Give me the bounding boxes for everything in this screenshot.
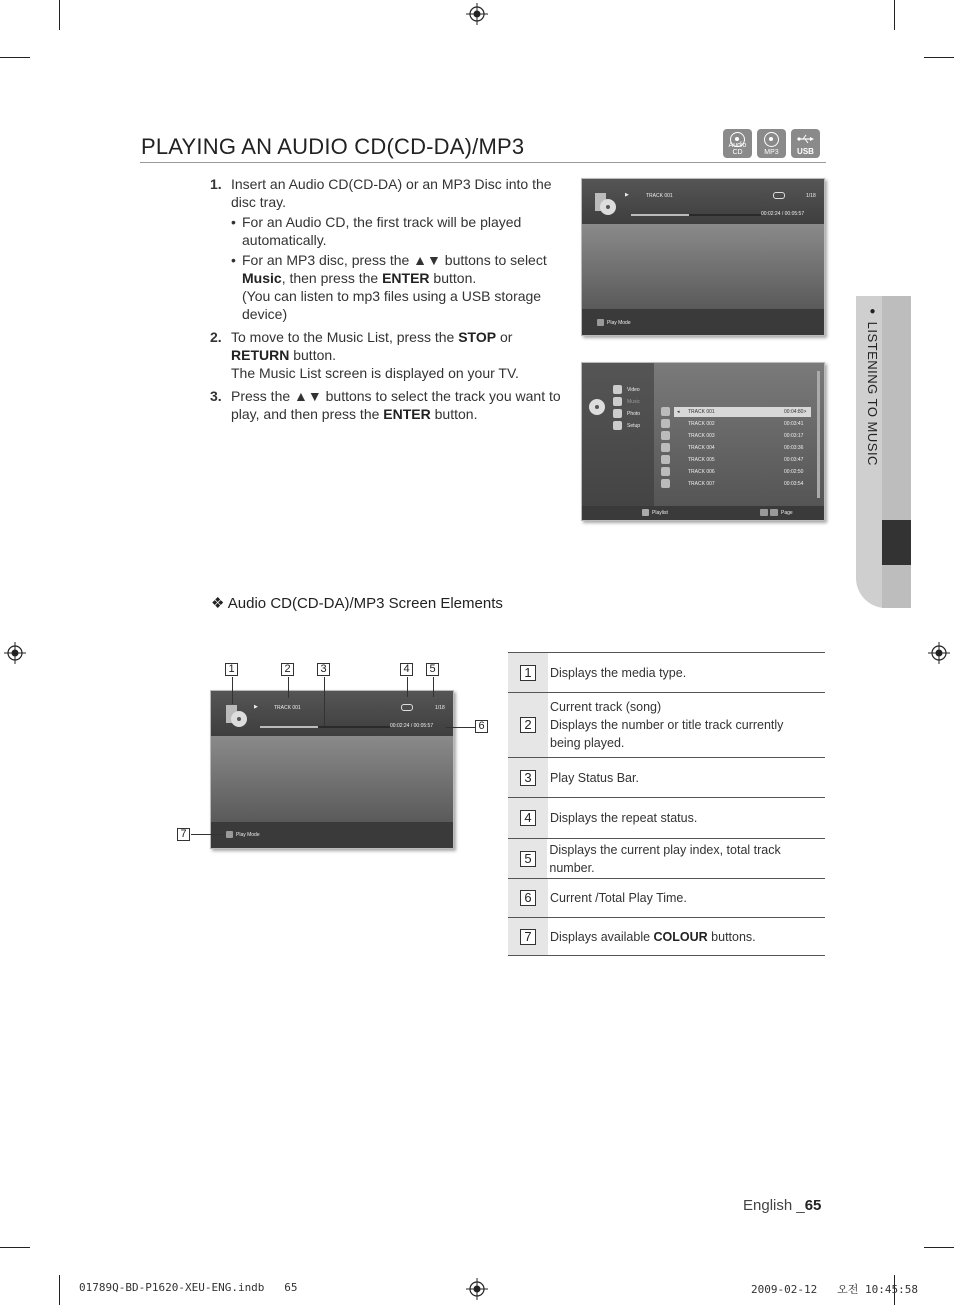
title-divider: [140, 162, 826, 163]
callout-1: 1: [225, 663, 238, 676]
usb-badge: [791, 129, 820, 158]
music-disc-icon: [223, 703, 249, 729]
table-row: [508, 918, 825, 956]
repeat-icon: [773, 192, 785, 199]
play-mode-label: Play Mode: [607, 320, 631, 326]
badge-label: MP3: [764, 149, 779, 156]
registration-mark-icon: [466, 1278, 488, 1300]
usb-icon: [797, 134, 814, 144]
track-name: TRACK 006: [688, 469, 715, 475]
callout-3: 3: [317, 663, 330, 676]
selection-marker: ◂: [677, 409, 680, 415]
row-number-cell: [508, 798, 548, 838]
track-name: TRACK 002: [688, 421, 715, 427]
track-time: 00:03:41: [784, 421, 804, 427]
bullet: • For an MP3 disc, press the ▲▼ buttons to select Music, then press the ENTER button. (You can listen to mp3 files using a USB storage device): [231, 251, 572, 323]
page-label: Page: [781, 510, 793, 516]
row-number: 5: [520, 851, 536, 867]
table-row: [508, 879, 825, 918]
row-description: Current /Total Play Time.: [550, 891, 687, 905]
callout-leader: [232, 677, 233, 704]
player-body: [582, 224, 824, 309]
track-name: TRACK 001: [274, 705, 301, 711]
crop-mark: [924, 57, 954, 58]
registration-mark-icon: [928, 642, 950, 664]
track-time: 00:03:54: [784, 481, 804, 487]
bullet: • For an Audio CD, the first track will be played automatically.: [231, 213, 572, 249]
row-number: 4: [520, 810, 536, 826]
badge-label: USB: [797, 147, 814, 156]
registration-mark-icon: [466, 3, 488, 25]
menu-item-music[interactable]: Music: [627, 399, 641, 405]
row-number: 1: [520, 665, 536, 681]
row-number-cell: [508, 918, 548, 955]
print-footer-date: 2009-02-12 오전 10:45:58: [751, 1283, 918, 1296]
track-name: TRACK 003: [688, 433, 715, 439]
play-time: 00:02:24 / 00:05:57: [390, 723, 434, 729]
b-key-icon: [642, 509, 649, 516]
track-time: 00:03:47: [784, 457, 804, 463]
table-row: [508, 839, 825, 879]
crop-mark: [894, 0, 895, 30]
track-icon: [661, 443, 670, 452]
crop-mark: [0, 57, 30, 58]
music-list-screen: [581, 362, 825, 521]
skip-key-icon: [770, 509, 778, 516]
track-time: 00:02:50: [784, 469, 804, 475]
instruction-steps: [207, 175, 572, 428]
row-description: Current track (song) Displays the number or title track currently being played.: [550, 700, 784, 750]
menu-item-photo[interactable]: Photo: [627, 411, 641, 417]
callout-leader: [288, 677, 289, 698]
menu-item-icon: [613, 421, 622, 430]
media-badges: [723, 129, 820, 158]
track-icon: [661, 467, 670, 476]
section-subheading: ❖ Audio CD(CD-DA)/MP3 Screen Elements: [211, 595, 503, 612]
track-icon: [661, 419, 670, 428]
chapter-label: ● LISTENING TO MUSIC: [865, 306, 880, 466]
callout-leader: [446, 727, 475, 728]
a-key-icon: [226, 831, 233, 838]
badge-label: Audio CD: [728, 142, 747, 156]
callout-4: 4: [400, 663, 413, 676]
scrollbar[interactable]: [817, 371, 820, 498]
crop-mark: [59, 0, 60, 30]
row-number: 7: [520, 929, 536, 945]
track-icon: [661, 455, 670, 464]
track-icon: [661, 479, 670, 488]
menu-item-icon: [613, 385, 622, 394]
row-number-cell: [508, 653, 548, 692]
track-time: 00:03:36: [784, 445, 804, 451]
callout-leader: [191, 834, 223, 835]
registration-mark-icon: [4, 642, 26, 664]
callout-7: 7: [177, 828, 190, 841]
music-disc-icon: [587, 397, 607, 417]
table-row: [508, 798, 825, 839]
callout-2: 2: [281, 663, 294, 676]
callout-leader: [407, 677, 408, 697]
step-number: 2.: [210, 329, 222, 345]
step-number: 1.: [210, 176, 222, 192]
repeat-icon: [401, 704, 413, 711]
step-note: The Music List screen is displayed on your TV.: [231, 365, 519, 381]
step-3: [207, 387, 572, 423]
track-index: 1/18: [806, 193, 816, 199]
callout-leader: [324, 677, 325, 726]
play-mode-label: Play Mode: [236, 832, 260, 838]
play-status-fill: [631, 214, 689, 216]
row-number: 2: [520, 717, 536, 733]
row-description: Displays the repeat status.: [550, 811, 698, 825]
row-number-cell: [508, 839, 547, 878]
screen-elements-table: [508, 652, 825, 956]
row-description: Displays the media type.: [550, 665, 687, 680]
crop-mark: [0, 1247, 30, 1248]
callout-6: 6: [475, 720, 488, 733]
now-playing-screen: [581, 178, 825, 336]
player-body: [211, 736, 453, 822]
track-time: 00:03:17: [784, 433, 804, 439]
step-2: [207, 328, 572, 382]
print-footer-file: 01789Q-BD-P1620-XEU-ENG.indb 65: [79, 1281, 298, 1294]
track-name: TRACK 004: [688, 445, 715, 451]
music-disc-icon: [592, 191, 618, 217]
row-number-cell: [508, 879, 548, 917]
page-title: PLAYING AN AUDIO CD(CD-DA)/MP3: [141, 134, 525, 159]
table-row: [508, 758, 825, 798]
playlist-label: Playlist: [652, 510, 668, 516]
skip-key-icon: [760, 509, 768, 516]
callout-5: 5: [426, 663, 439, 676]
disc-icon: [764, 132, 779, 147]
audio-cd-badge: [723, 129, 752, 158]
menu-item-setup[interactable]: Setup: [627, 423, 641, 429]
track-icon: [661, 407, 670, 416]
table-row: [508, 653, 825, 693]
a-key-icon: [597, 319, 604, 326]
menu-item-icon: [613, 397, 622, 406]
play-symbol: ▶: [254, 704, 258, 710]
row-description: Displays the current play index, total track number.: [549, 842, 781, 875]
diagram-screen: [210, 690, 454, 849]
menu-item-video[interactable]: Video: [627, 387, 640, 393]
row-number: 3: [520, 770, 536, 786]
side-tab-strip: [882, 565, 911, 608]
step-text: Press the ▲▼ buttons to select the track you want to play, and then press the ENTER button.: [231, 388, 561, 422]
row-description: Play Status Bar.: [550, 770, 639, 785]
side-tab-marker: [882, 520, 911, 565]
play-symbol: ▶: [625, 192, 629, 198]
crop-mark: [59, 1275, 60, 1305]
track-index: 1/18: [435, 705, 445, 711]
play-time: 00:02:24 / 00:05:57: [761, 211, 805, 217]
mp3-badge: [757, 129, 786, 158]
callout-leader: [433, 677, 434, 697]
player-top-bar: [582, 179, 824, 224]
row-description: Displays available COLOUR buttons.: [550, 930, 756, 944]
row-number: 6: [520, 890, 536, 906]
menu-item-icon: [613, 409, 622, 418]
crop-mark: [924, 1247, 954, 1248]
track-name: TRACK 001: [646, 193, 673, 199]
track-name: TRACK 005: [688, 457, 715, 463]
row-number-cell: [508, 693, 548, 757]
track-time: 00:04:80>: [784, 409, 807, 415]
side-tab-strip: [882, 296, 911, 520]
step-1: [207, 175, 572, 323]
table-row: [508, 693, 825, 758]
row-number-cell: [508, 758, 548, 797]
track-name: TRACK 001: [688, 409, 715, 415]
step-text: Insert an Audio CD(CD-DA) or an MP3 Disc into the disc tray.: [231, 176, 552, 210]
play-status-fill: [260, 726, 318, 728]
track-name: TRACK 007: [688, 481, 715, 487]
page-number: English _65: [743, 1197, 822, 1214]
track-icon: [661, 431, 670, 440]
step-text: To move to the Music List, press the STOP or RETURN button.: [231, 329, 513, 363]
step-number: 3.: [210, 388, 222, 404]
